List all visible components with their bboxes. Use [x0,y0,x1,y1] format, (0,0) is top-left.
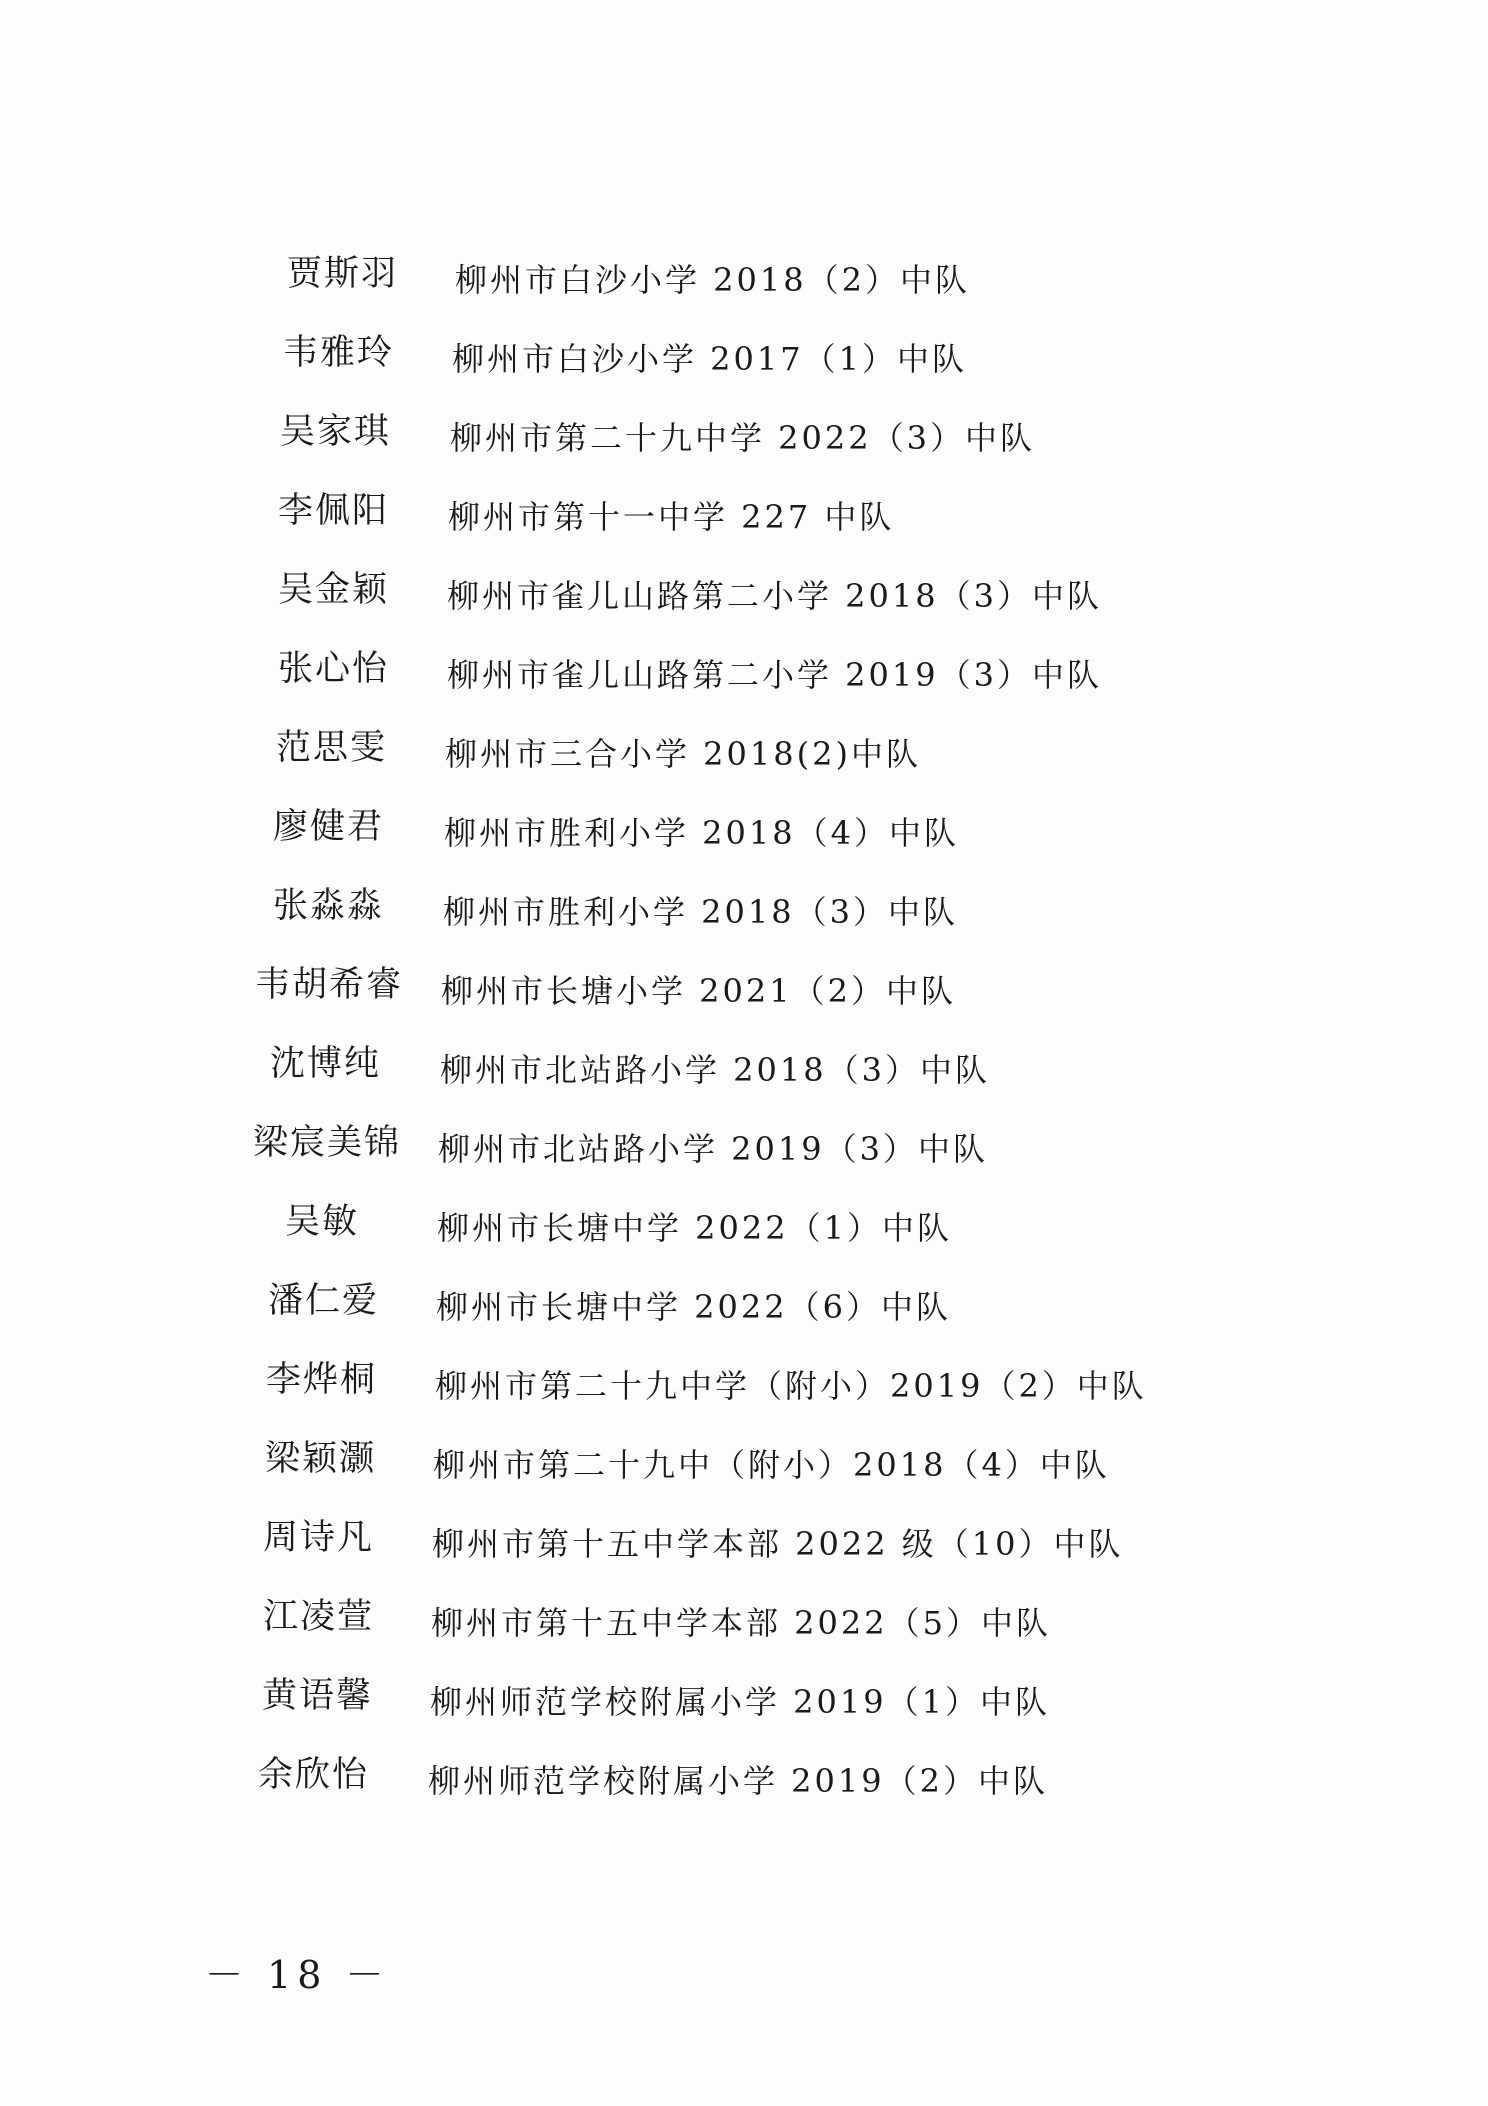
school-class: 柳州市胜利小学 2018（3）中队 [443,893,958,931]
list-item [0,329,1488,408]
school-class: 柳州市第二十九中学 2022（3）中队 [450,419,1035,457]
list-item [0,1435,1488,1514]
list-item [0,882,1488,961]
student-name: 吴家琪 [280,412,392,452]
honor-list [0,250,1488,1830]
school-class: 柳州市白沙小学 2018（2）中队 [455,261,970,299]
student-name: 周诗凡 [263,1518,375,1558]
list-item [0,1119,1488,1198]
list-item [0,250,1488,329]
school-class: 柳州市长塘中学 2022（6）中队 [436,1288,951,1326]
student-name: 张淼淼 [273,886,385,926]
list-item [0,803,1488,882]
school-class: 柳州市三合小学 2018(2)中队 [445,735,921,773]
student-name: 张心怡 [278,649,390,689]
page-number: － 18 － [205,1953,390,1997]
list-item [0,1277,1488,1356]
student-name: 江凌萱 [263,1597,375,1637]
school-class: 柳州市长塘小学 2021（2）中队 [441,972,956,1010]
list-item [0,1198,1488,1277]
school-class: 柳州市雀儿山路第二小学 2019（3）中队 [447,656,1102,694]
list-item [0,645,1488,724]
list-item [0,487,1488,566]
student-name: 李佩阳 [278,491,390,531]
school-class: 柳州师范学校附属小学 2019（1）中队 [430,1683,1050,1721]
school-class: 柳州市第十五中学本部 2022 级（10）中队 [432,1525,1124,1563]
list-item [0,408,1488,487]
list-item [0,566,1488,645]
student-name: 沈博纯 [270,1044,382,1084]
school-class: 柳州市北站路小学 2019（3）中队 [438,1130,988,1168]
school-class: 柳州市第十一中学 227 中队 [448,498,895,536]
list-item [0,1593,1488,1672]
student-name: 贾斯羽 [287,254,399,294]
list-item [0,1040,1488,1119]
list-item [0,961,1488,1040]
student-name: 李烨桐 [266,1360,378,1400]
student-name: 范思雯 [276,728,388,768]
student-name: 潘仁爱 [268,1281,380,1321]
student-name: 韦雅玲 [283,333,395,373]
student-name: 吴金颖 [278,570,390,610]
student-name: 余欣怡 [258,1755,370,1795]
list-item [0,1672,1488,1751]
student-name: 梁颖灏 [265,1439,377,1479]
list-item [0,724,1488,803]
school-class: 柳州市第二十九中学（附小）2019（2）中队 [435,1367,1147,1405]
school-class: 柳州市白沙小学 2017（1）中队 [452,340,967,378]
school-class: 柳州市长塘中学 2022（1）中队 [437,1209,952,1247]
student-name: 廖健君 [273,807,385,847]
school-class: 柳州师范学校附属小学 2019（2）中队 [428,1762,1048,1800]
student-name: 黄语馨 [262,1676,374,1716]
list-item [0,1751,1488,1830]
school-class: 柳州市第二十九中（附小）2018（4）中队 [433,1446,1110,1484]
school-class: 柳州市雀儿山路第二小学 2018（3）中队 [447,577,1102,615]
student-name: 吴敏 [285,1202,360,1242]
school-class: 柳州市第十五中学本部 2022（5）中队 [431,1604,1051,1642]
student-name: 梁宸美锦 [253,1123,402,1163]
list-item [0,1356,1488,1435]
student-name: 韦胡希睿 [255,965,404,1005]
list-item [0,1514,1488,1593]
school-class: 柳州市胜利小学 2018（4）中队 [444,814,959,852]
school-class: 柳州市北站路小学 2018（3）中队 [440,1051,990,1089]
